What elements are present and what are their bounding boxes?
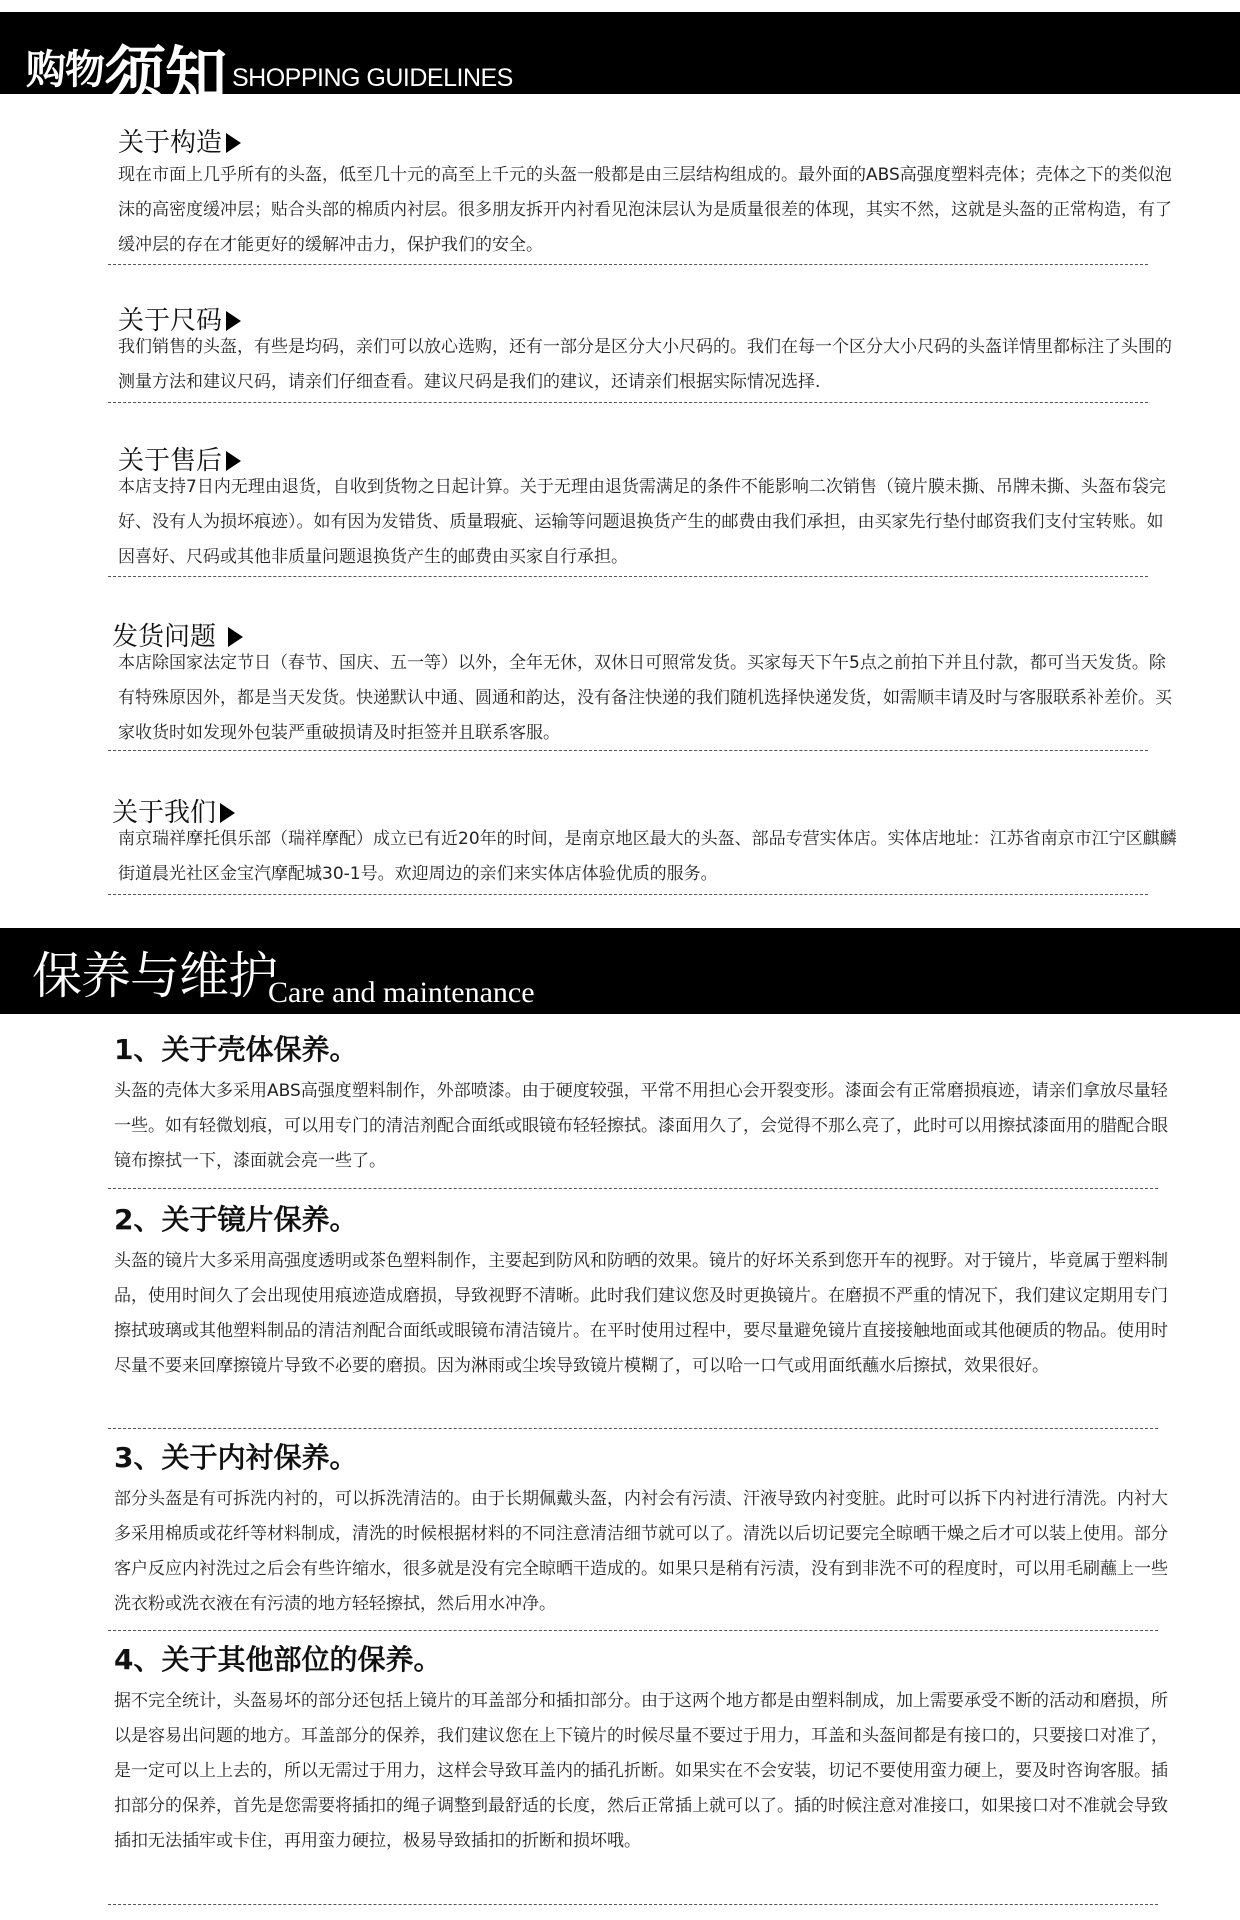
section-title: 4、关于其他部位的保养。 xyxy=(114,1643,442,1676)
play-triangle-icon xyxy=(226,311,241,331)
section-body: 现在市面上几乎所有的头盔，低至几十元的高至上千元的头盔一般都是由三层结构组成的。最外面的ABS高强度塑料壳体；壳体之下的类似泡沫的高密度缓冲层；贴合头部的棉质内衬层。很多朋友拆开内衬看见泡沫层认为是质量很差的体现，其实不然，这就是头盔的正常构造，有了缓冲层的存在才能更好的缓解冲击力，保护我们的安全。 xyxy=(118,165,1172,255)
section-body: 本店除国家法定节日（春节、国庆、五一等）以外，全年无休，双休日可照常发货。买家每天下午5点之前拍下并且付款，都可当天发货。除有特殊原因外，都是当天发货。快递默认中通、圆通和韵达，没有备注快递的我们随机选择快递发货，如需顺丰请及时与客服联系补差价。买家收货时如发现外包装严重破损请及时拒签并且联系客服。 xyxy=(118,653,1172,743)
section-body: 南京瑞祥摩托俱乐部（瑞祥摩配）成立已有近20年的时间，是南京地区最大的头盔、部品专营实体店。实体店地址：江苏省南京市江宁区麒麟街道晨光社区金宝汽摩配城30-1号。欢迎周边的亲们来实体店体验优质的服务。 xyxy=(118,829,1177,884)
divider xyxy=(108,264,1148,265)
section-body: 本店支持7日内无理由退货，自收到货物之日起计算。关于无理由退货需满足的条件不能影响二次销售（镜片膜未撕、吊牌未撕、头盔布袋完好、没有人为损坏痕迹）。如有因为发错货、质量瑕疵、运输等问题退换货产生的邮费由我们承担，由买家先行垫付邮资我们支付宝转账。如因喜好、尺码或其他非质量问题退换货产生的邮费由买家自行承担。 xyxy=(118,477,1166,567)
banner-title-en: SHOPPING GUIDELINES xyxy=(232,64,513,92)
section-body: 头盔的镜片大多采用高强度透明或茶色塑料制作，主要起到防风和防晒的效果。镜片的好坏关系到您开车的视野。对于镜片，毕竟属于塑料制品，使用时间久了会出现使用痕迹造成磨损，导致视野不清晰。此时我们建议您及时更换镜片。在磨损不严重的情况下，我们建议定期用专门擦拭玻璃或其他塑料制品的清洁剂配合面纸或眼镜布清洁镜片。在平时使用过程中，要尽量避免镜片直接接触地面或其他硬质的物品。使用时尽量不要来回摩擦镜片导致不必要的磨损。因为淋雨或尘埃导致镜片模糊了，可以哈一口气或用面纸蘸水后擦拭，效果很好。 xyxy=(114,1251,1168,1376)
care-maintenance-banner xyxy=(0,928,1240,1014)
section-title: 1、关于壳体保养。 xyxy=(114,1033,358,1066)
banner-title-en: Care and maintenance xyxy=(268,976,535,1009)
play-triangle-icon xyxy=(226,451,241,471)
shopping-guidelines-banner xyxy=(0,12,1240,112)
section-title-text: 关于售后 xyxy=(118,446,223,476)
section-body: 部分头盔是有可拆洗内衬的，可以拆洗清洁的。由于长期佩戴头盔，内衬会有污渍、汗液导致内衬变脏。此时可以拆下内衬进行清洗。内衬大多采用棉质或花纤等材料制成，清洗的时候根据材料的不同注意清洁细节就可以了。清洗以后切记要完全晾晒干燥之后才可以装上使用。部分客户反应内衬洗过之后会有些许缩水，很多就是没有完全晾晒干造成的。如果只是稍有污渍，没有到非洗不可的程度时，可以用毛刷蘸上一些洗衣粉或洗衣液在有污渍的地方轻轻擦拭，然后用水冲净。 xyxy=(114,1489,1168,1614)
section-title-text: 发货问题 xyxy=(112,622,217,652)
divider xyxy=(108,750,1148,751)
divider xyxy=(108,1428,1158,1429)
section-title-text: 关于我们 xyxy=(112,798,217,828)
play-triangle-icon xyxy=(220,803,235,823)
banner-title-cn: 保养与维护 xyxy=(32,947,277,1005)
divider xyxy=(108,576,1148,577)
section-body: 头盔的壳体大多采用ABS高强度塑料制作，外部喷漆。由于硬度较强，平常不用担心会开裂变形。漆面会有正常磨损痕迹，请亲们拿放尽量轻一些。如有轻微划痕，可以用专门的清洁剂配合面纸或眼镜布轻轻擦拭。漆面用久了，会觉得不那么亮了，此时可以用擦拭漆面用的腊配合眼镜布擦拭一下，漆面就会亮一些了。 xyxy=(114,1081,1168,1171)
section-title: 3、关于内衬保养。 xyxy=(114,1441,358,1474)
divider xyxy=(108,1630,1158,1631)
section-body: 据不完全统计，头盔易坏的部分还包括上镜片的耳盖部分和插扣部分。由于这两个地方都是由塑料制成，加上需要承受不断的活动和磨损，所以是容易出问题的地方。耳盖部分的保养，我们建议您在上下镜片的时候尽量不要过于用力，耳盖和头盔间都是有接口的，只要接口对准了，是一定可以上上去的，所以无需过于用力，这样会导致耳盖内的插孔折断。如果实在不会安装，切记不要使用蛮力硬上，要及时咨询客服。插扣部分的保养，首先是您需要将插扣的绳子调整到最舒适的长度，然后正常插上就可以了。插的时候注意对准接口，如果接口对不准就会导致插扣无法插牢或卡住，再用蛮力硬拉，极易导致插扣的折断和损坏哦。 xyxy=(114,1691,1168,1851)
divider xyxy=(108,1188,1158,1189)
banner-title-cn-part1: 购物 xyxy=(26,47,104,93)
divider xyxy=(108,402,1148,403)
divider xyxy=(108,1904,1158,1905)
section-title xyxy=(118,122,241,159)
banner-title-cn-part2: 须知 xyxy=(104,39,227,112)
divider xyxy=(108,894,1148,895)
play-triangle-icon xyxy=(226,133,241,153)
section-body: 我们销售的头盔，有些是均码，亲们可以放心选购，还有一部分是区分大小尺码的。我们在每一个区分大小尺码的头盔详情里都标注了头围的测量方法和建议尺码，请亲们仔细查看。建议尺码是我们的建议，还请亲们根据实际情况选择. xyxy=(118,337,1172,392)
section-title-text: 关于构造 xyxy=(118,128,223,158)
play-triangle-icon xyxy=(228,627,243,647)
section-title-text: 关于尺码 xyxy=(118,306,223,336)
section-title: 2、关于镜片保养。 xyxy=(114,1203,358,1236)
